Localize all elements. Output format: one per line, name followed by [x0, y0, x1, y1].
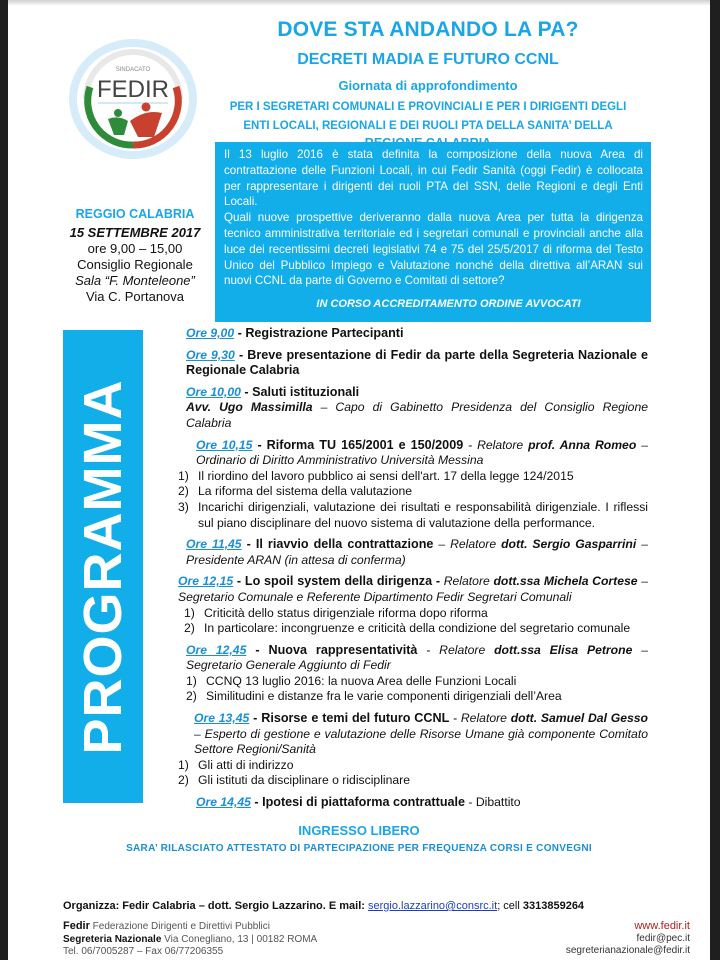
speaker-role: – Segretario Comunale e Referente Dipartimento Fedir Segretari Comunali — [178, 574, 649, 604]
page-title: DOVE STA ANDANDO LA PA? — [277, 18, 579, 41]
topic-item: 2) La riforma del sistema della valutazione — [178, 484, 413, 499]
schedule-title: Saluti istituzionali — [252, 384, 360, 399]
schedule-title: Breve presentazione di Fedir da parte della Segreteria Nazionale e Regionale Calabria — [186, 347, 648, 378]
certificate-note: SARA’ RILASCIATO ATTESTATO DI PARTECIPAZIONE PER FREQUENZA CORSI E CONVEGNI — [126, 843, 592, 854]
website-link[interactable]: www.fedir.it — [634, 920, 690, 932]
topic-item: 2) Gli istituti da disciplinare o ridisciplinare — [178, 773, 411, 788]
fedir-logo-icon — [66, 37, 200, 161]
programma-banner — [63, 330, 143, 803]
event-type: Giornata di approfondimento — [338, 78, 518, 93]
flyer-page — [8, 0, 710, 960]
event-info — [60, 206, 210, 305]
schedule-item: Ore 12,45 - Nuova rappresentatività - Relatore dott.ssa Elisa Petrone – Segretario Generale Aggiunto di Fedir 1) CCNQ 13 luglio 2016: la nuova Area delle Funzioni Locali 2) Similitudini e distanze fra le varie componenti dirigenziali dell’Area — [186, 642, 648, 704]
schedule-item: Ore 9,30 - Breve presentazione di Fedir da parte della Segreteria Nazionale e Regionale Calabria — [186, 347, 648, 378]
seg-label: Segreteria Nazionale — [63, 933, 162, 945]
speaker-name: dott. Sergio Gasparrini — [501, 537, 637, 552]
schedule-item: Ore 14,45 - Ipotesi di piattaforma contrattuale - Dibattito — [196, 795, 521, 810]
intro-paragraph-2: Quali nuove prospettive deriveranno dalla nuova Area per tutta la dirigenza tecnico amministrativa territoriale ed i segretari comunali e provinciali anche alla luce dei recentissimi decreti legislativi 74 e 75 del 25/5/2017 di riforma del Testo Unico del Pubblico Impiego e Valutazione nonché della direttiva all’ARAN sui nuovi CCNL da parte di Governo e Comitati di settore? — [224, 211, 643, 288]
topic-list — [186, 674, 648, 705]
event-venue: Consiglio Regionale — [77, 257, 193, 272]
schedule-title: Risorse e temi del futuro CCNL — [261, 711, 450, 726]
event-address: Via C. Portanova — [85, 289, 185, 304]
schedule-item: Ore 10,15 - Riforma TU 165/2001 e 150/2009 - Relatore prof. Anna Romeo – Ordinario di Diritto Amministrativo Università Messina 1) Il riordino del lavoro pubblico ai sensi dell'art. 17 della legge 124/2015 2) La riforma del sistema della valutazione 3) Incarichi dirigenziali, valutazione dei risultati e responsabilità dirigenziale. I riflessi sul piano disciplinare del nuovo sistema di valutazione della performance. — [178, 437, 648, 530]
schedule-time: Ore 12,15 — [178, 574, 234, 589]
schedule-item: Ore 9,00 - Registrazione Partecipanti — [186, 326, 404, 340]
schedule-title: Riforma TU 165/2001 e 150/2009 — [266, 437, 464, 452]
schedule-tail: - Dibattito — [465, 795, 521, 810]
schedule-title: Nuova rappresentatività — [268, 642, 418, 657]
speaker-role: – Esperto di gestione e valutazione delle Risorse Umane già componente Comitato Settore Regioni/Sanità — [194, 726, 648, 757]
speaker-name: prof. Anna Romeo — [528, 437, 637, 452]
speaker-role: – Capo di Gabinetto Presidenza del Consiglio Regione Calabria — [186, 400, 648, 430]
audience-line-1: PER I SEGRETARI COMUNALI E PROVINCIALI E PER I DIRIGENTI DEGLI — [229, 101, 627, 113]
schedule-item: Ore 10,00 - Saluti istituzionali Avv. Ugo Massimilla – Capo di Gabinetto Presidenza del Consiglio Regione Calabria — [186, 384, 648, 430]
speaker-role: – Ordinario di Diritto Amministrativo Università Messina — [196, 437, 648, 468]
schedule-time: Ore 9,00 — [186, 326, 235, 340]
schedule-title: Il riavvio della contrattazione — [255, 537, 434, 552]
speaker-name: Avv. Ugo Massimilla — [186, 400, 313, 415]
fed-name: Fedir — [63, 920, 90, 932]
web-contacts — [478, 920, 690, 958]
topic-item: 1) Criticità dello status dirigenziale riforma dopo riforma — [184, 605, 488, 620]
topic-list — [178, 469, 648, 531]
secretariat-email[interactable]: segreterianazionale@fedir.it — [565, 945, 690, 956]
schedule-time: Ore 11,45 — [186, 537, 242, 552]
accreditation-note: IN CORSO ACCREDITAMENTO ORDINE AVVOCATI — [316, 298, 581, 311]
schedule-time: Ore 12,45 — [186, 642, 247, 657]
topic-list — [184, 606, 648, 637]
organizer-email-link[interactable]: sergio.lazzarino@consrc.it — [368, 900, 498, 912]
page-subtitle: DECRETI MADIA E FUTURO CCNL — [297, 51, 559, 68]
organizer-cell: 3313859264 — [522, 900, 585, 912]
audience — [188, 98, 668, 136]
schedule-time: Ore 13,45 — [194, 711, 250, 726]
phone-fax: Tel. 06/7005287 – Fax 06/77206355 — [63, 946, 224, 957]
schedule — [178, 326, 648, 817]
free-entry: INGRESSO LIBERO — [298, 823, 420, 838]
topic-item: 2) Similitudini e distanze fra le varie componenti dirigenziali dell’Area — [186, 689, 562, 704]
top-shade — [8, 0, 710, 6]
event-date: 15 SETTEMBRE 2017 — [69, 225, 201, 240]
programma-label: PROGRAMMA — [73, 379, 133, 754]
svg-text:FEDIR: FEDIR — [97, 76, 169, 103]
organizer-line: Organizza: Fedir Calabria – dott. Sergio Lazzarino. E mail: sergio.lazzarino@consrc.it; cell 3313859264 — [63, 900, 585, 912]
topic-item: 1) Gli atti di indirizzo — [178, 757, 294, 772]
speaker-name: dott.ssa Michela Cortese — [493, 574, 638, 589]
schedule-time: Ore 9,30 — [186, 347, 235, 362]
topic-item: 3) Incarichi dirigenziali, valutazione dei risultati e responsabilità dirigenziale. I riflessi sul piano disciplinare del nuovo sistema di valutazione della performance. — [178, 499, 648, 530]
intro-box — [215, 142, 651, 322]
pec-email[interactable]: fedir@pec.it — [636, 932, 690, 944]
topic-list — [178, 758, 648, 789]
schedule-time: Ore 10,15 — [196, 437, 253, 452]
audience-line-2: ENTI LOCALI, REGIONALI E DEI RUOLI PTA DELLA SANITA’ DELLA — [243, 120, 613, 132]
schedule-item: Ore 11,45 - Il riavvio della contrattazione – Relatore dott. Sergio Gasparrini – Presidente ARAN (in attesa di conferma) — [186, 537, 648, 567]
speaker-name: dott. Samuel Dal Gesso — [510, 711, 648, 726]
topic-item: 1) Il riordino del lavoro pubblico ai sensi dell'art. 17 della legge 124/2015 — [178, 468, 574, 483]
event-room: Sala “F. Monteleone” — [75, 273, 195, 288]
topic-item: 2) In particolare: incongruenze e criticità della condizione del segretario comunale — [184, 621, 631, 636]
event-city: REGGIO CALABRIA — [75, 207, 195, 221]
speaker-name: dott.ssa Elisa Petrone — [494, 642, 633, 657]
speaker-role: – Segretario Generale Aggiunto di Fedir — [186, 642, 648, 673]
event-hours: ore 9,00 – 15,00 — [87, 241, 183, 256]
schedule-title: Lo spoil system della dirigenza - — [244, 574, 441, 589]
intro-paragraph-1: Il 13 luglio 2016 è stata definita la composizione della nuova Area di contrattazione delle Funzioni Locali, in cui Fedir Sanità (oggi Fedir) è collocata per rappresentare i dirigenti dei ruoli PTA del SSN, delle Regioni e degli Enti Locali. — [224, 148, 643, 209]
schedule-time: Ore 10,00 — [186, 384, 241, 399]
schedule-item: Ore 12,15 - Lo spoil system della dirigenza - Relatore dott.ssa Michela Cortese – Segretario Comunale e Referente Dipartimento Fedir Segretari Comunali 1) Criticità dello status dirigenziale riforma dopo riforma 2) In particolare: incongruenze e criticità della condizione del segretario comunale — [178, 574, 649, 636]
federation-contacts: Fedir Federazione Dirigenti e Direttivi Pubblici Segreteria Nazionale Via Conegliano, 13 | 00182 ROMA Tel. 06/7005287 – Fax 06/77206355 — [63, 920, 443, 959]
schedule-title: Registrazione Partecipanti — [245, 326, 404, 340]
topic-item: 1) CCNQ 13 luglio 2016: la nuova Area delle Funzioni Locali — [186, 673, 517, 688]
schedule-time: Ore 14,45 — [196, 795, 251, 810]
svg-text:SINDACATO: SINDACATO — [115, 67, 151, 73]
schedule-title: Ipotesi di piattaforma contrattuale — [262, 795, 466, 810]
schedule-item: Ore 13,45 - Risorse e temi del futuro CCNL - Relatore dott. Samuel Dal Gesso – Esperto di gestione e valutazione delle Risorse Umane già componente Comitato Settore Regioni/Sanità 1) Gli atti di indirizzo 2) Gli istituti da disciplinare o ridisciplinare — [178, 711, 648, 788]
speaker-role: – Presidente ARAN (in attesa di conferma) — [186, 537, 648, 567]
